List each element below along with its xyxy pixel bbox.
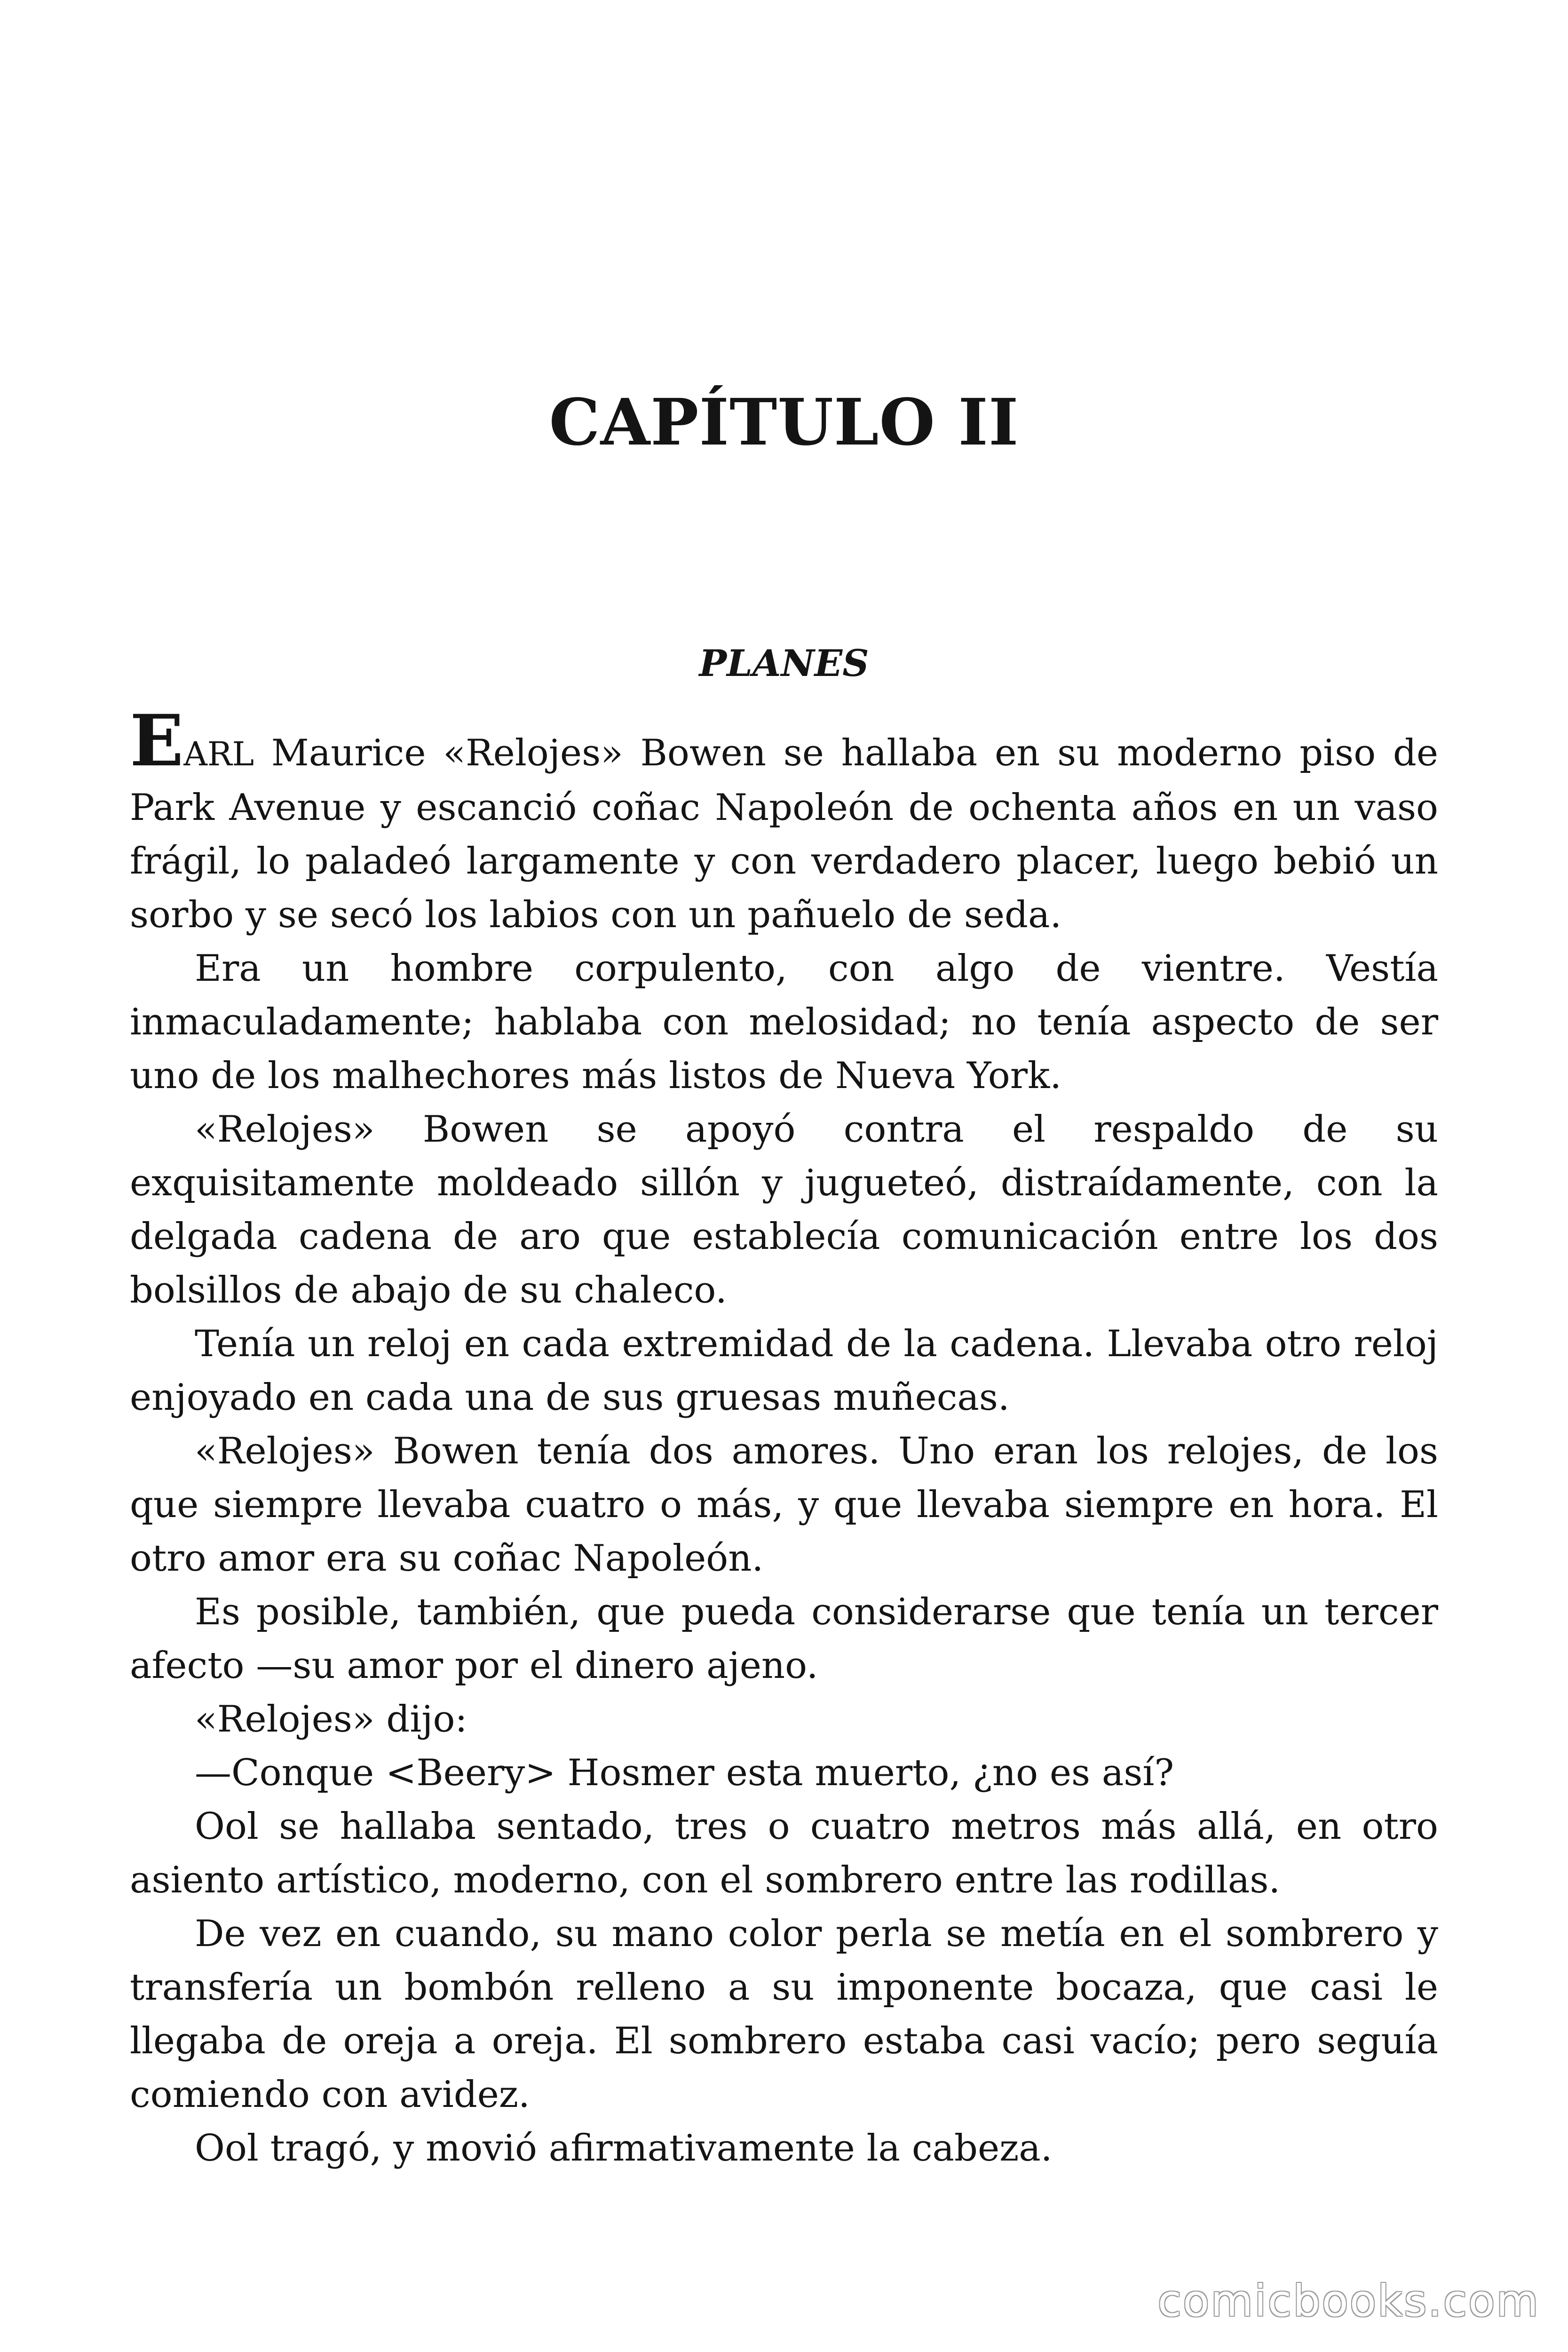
section-title: PLANES [699, 642, 869, 685]
paragraph-3: «Relojes» Bowen se apoyó contra el respaldo de su exquisitamente moldeado sillón y jugueteó, distraídamente, con la delgada cadena de aro que establecía comunicación entre los dos bolsillos de abajo de su chaleco. [130, 1108, 1438, 1311]
paragraph-8: —Conque <Beery> Hosmer esta muerto, ¿no es así? [195, 1752, 1174, 1794]
paragraph-9: Ool se hallaba sentado, tres o cuatro metros más allá, en otro asiento artístico, moderno, con el sombrero entre las rodillas. [130, 1805, 1438, 1901]
paragraph-5: «Relojes» Bowen tenía dos amores. Uno eran los relojes, de los que siempre llevaba cuatro o más, y que llevaba siempre en hora. El otro amor era su coñac Napoleón. [130, 1430, 1438, 1580]
site-watermark: comicbooks.com [1157, 2276, 1540, 2326]
chapter-title: CAPÍTULO II [549, 385, 1019, 460]
paragraph-4: Tenía un reloj en cada extremidad de la cadena. Llevaba otro reloj enjoyado en cada una de sus gruesas muñecas. [130, 1323, 1438, 1419]
paragraph-2: Era un hombre corpulento, con algo de vientre. Vestía inmaculadamente; hablaba con melosidad; no tenía aspecto de ser uno de los malhechores más listos de Nueva York. [130, 947, 1438, 1097]
paragraph-6: Es posible, también, que pueda considerarse que tenía un tercer afecto —su amor por el dinero ajeno. [130, 1591, 1438, 1687]
paragraph-7: «Relojes» dijo: [195, 1698, 467, 1740]
drop-cap: E [130, 699, 184, 782]
paragraph-10: De vez en cuando, su mano color perla se metía en el sombrero y transfería un bombón relleno a su imponente bocaza, que casi le llegaba de oreja a oreja. El sombrero estaba casi vacío; pero seguía comiendo con avidez. [130, 1913, 1438, 2116]
small-caps-lead: ARL [183, 735, 254, 773]
paragraph-11: Ool tragó, y movió afirmativamente la cabeza. [195, 2127, 1053, 2169]
paragraph-1 [130, 699, 1438, 942]
paragraph-1-text: Maurice «Relojes» Bowen se hallaba en su moderno piso de Park Avenue y escanció coñac Napoleón de ochenta años en un vaso frágil, lo paladeó largamente y con verdadero placer, luego bebió un sorbo y se secó los labios con un pañuelo de seda. [130, 732, 1438, 936]
chapter-body [130, 699, 1438, 2175]
